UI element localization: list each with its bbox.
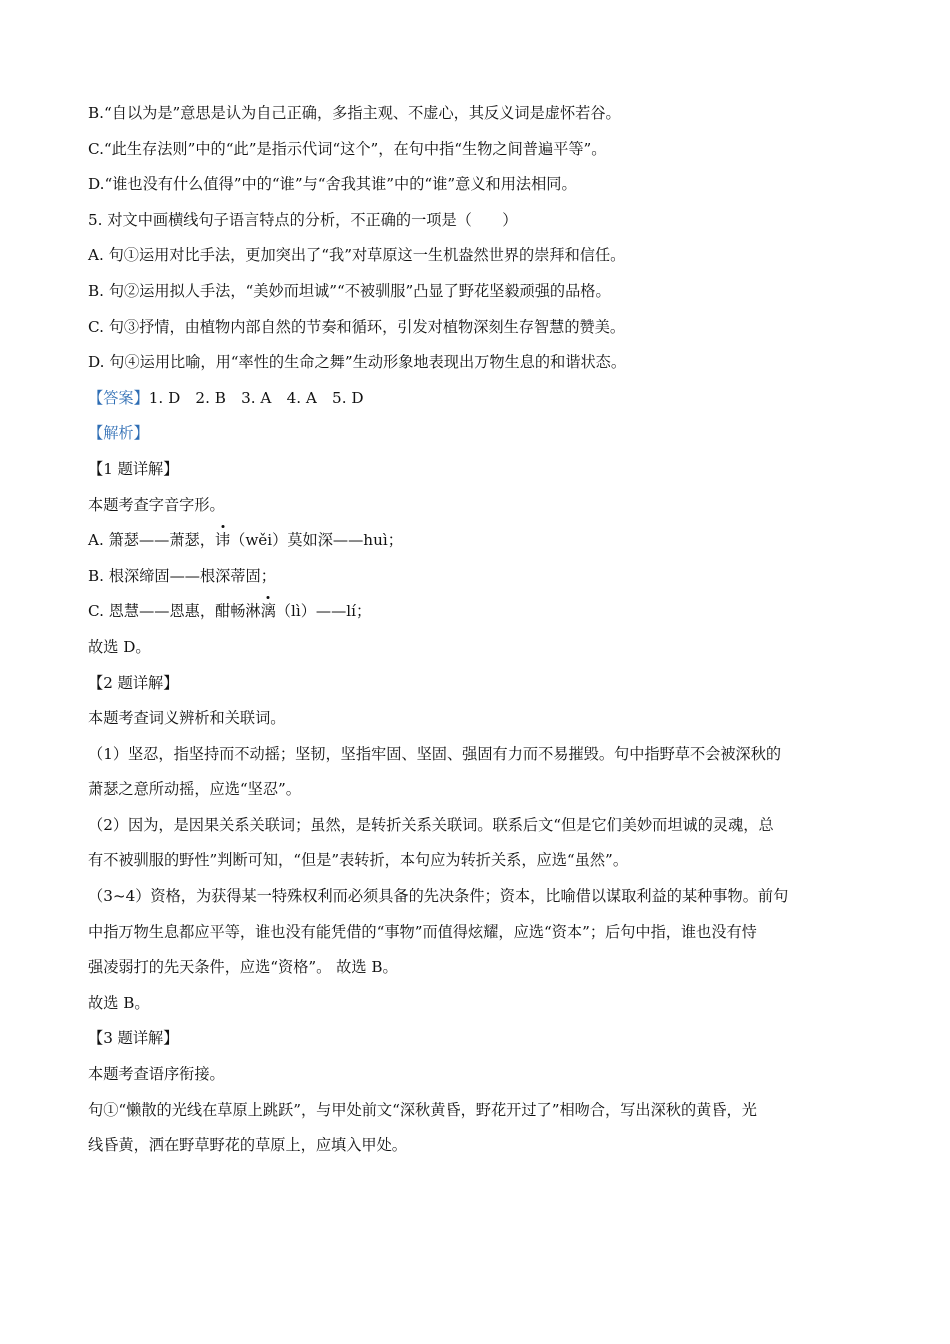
- answer-text: 1. D 2. B 3. A 4. A 5. D: [148, 388, 364, 407]
- detail-1-item-a: [88, 523, 868, 559]
- document-page: [88, 96, 868, 1164]
- q5-option-b: B. 句②运用拟人手法，“美妙而坦诚”“不被驯服”凸显了野花坚毅顽强的品格。: [88, 281, 611, 300]
- detail-1-heading: 【1 题详解】: [88, 459, 179, 478]
- answer-label: 【答案】: [88, 388, 149, 407]
- detail-1-topic: 本题考查字音字形。: [88, 495, 225, 514]
- detail-1-item-c: [88, 594, 868, 630]
- detail-3-para-1-line-1: 句①“懒散的光线在草原上跳跃”，与甲处前文“深秋黄昏，野花开过了”相吻合，写出深秋的黄昏，光: [88, 1100, 757, 1119]
- detail-2-para-2-line-2: 有不被驯服的野性”判断可知，“但是”表转折，本句应为转折关系，应选“虽然”。: [88, 851, 629, 870]
- detail-2-para-3-line-1: （3~4）资格，为获得某一特殊权利而必须具备的先决条件；资本，比喻借以谋取利益的某种事物。前句: [88, 887, 789, 906]
- detail-2-heading: 【2 题详解】: [88, 673, 179, 692]
- detail-2-topic: 本题考查词义辨析和关联词。: [88, 709, 286, 728]
- detail-2-para-2-line-1: （2）因为，是因果关系关联词；虽然，是转折关系关联词。联系后文“但是它们美妙而坦诚的灵魂，总: [88, 815, 774, 834]
- emphasis-char: 漓: [261, 594, 276, 630]
- detail-3-topic: 本题考查语序衔接。: [88, 1065, 225, 1084]
- detail-3-para-1-line-2: 线昏黄，洒在野草野花的草原上，应填入甲处。: [88, 1136, 407, 1155]
- detail-1-item-a-pre: A. 箫瑟——萧瑟，: [88, 531, 215, 550]
- detail-1-conclusion: 故选 D。: [88, 637, 151, 656]
- question-5: 5. 对文中画横线句子语言特点的分析，不正确的一项是（ ）: [88, 210, 518, 229]
- detail-2-conclusion: 故选 B。: [88, 993, 150, 1012]
- answer-line: [88, 381, 868, 417]
- detail-2-para-1-line-1: （1）坚忍，指坚持而不动摇；坚韧，坚指牢固、坚固、强固有力而不易摧毁。句中指野草不会被深秋的: [88, 744, 782, 763]
- q5-option-a: A. 句①运用对比手法，更加突出了“我”对草原这一生机盎然世界的崇拜和信任。: [88, 246, 626, 265]
- detail-2-para-3-line-2: 中指万物生息都应平等，谁也没有能凭借的“事物”而值得炫耀，应选“资本”；后句中指，谁也没有恃: [88, 922, 757, 941]
- detail-1-item-a-post: （wěi）莫如深——huì；: [230, 531, 403, 550]
- detail-2-para-1-line-2: 萧瑟之意所动摇，应选“坚忍”。: [88, 780, 301, 799]
- detail-3-heading: 【3 题详解】: [88, 1029, 179, 1048]
- emphasis-char: 讳: [215, 523, 230, 559]
- q4-option-b: B.“自以为是”意思是认为自己正确，多指主观、不虚心，其反义词是虚怀若谷。: [88, 104, 621, 122]
- detail-2-para-3-line-3: 强凌弱打的先天条件，应选“资格”。 故选 B。: [88, 958, 398, 977]
- q5-option-d: D. 句④运用比喻，用“率性的生命之舞”生动形象地表现出万物生息的和谐状态。: [88, 353, 627, 372]
- detail-1-item-b: B. 根深缔固——根深蒂固；: [88, 566, 276, 585]
- q5-option-c: C. 句③抒情，由植物内部自然的节奏和循环，引发对植物深刻生存智慧的赞美。: [88, 317, 626, 336]
- q4-option-c: C.“此生存法则”中的“此”是指示代词“这个”，在句中指“生物之间普遍平等”。: [88, 139, 607, 158]
- analysis-label: 【解析】: [88, 424, 149, 443]
- detail-1-item-c-pre: C. 恩慧——恩惠，酣畅淋: [88, 602, 261, 621]
- q4-option-d: D.“谁也没有什么值得”中的“谁”与“舍我其谁”中的“谁”意义和用法相同。: [88, 175, 577, 194]
- detail-1-item-c-post: （lì）——lí；: [275, 602, 372, 621]
